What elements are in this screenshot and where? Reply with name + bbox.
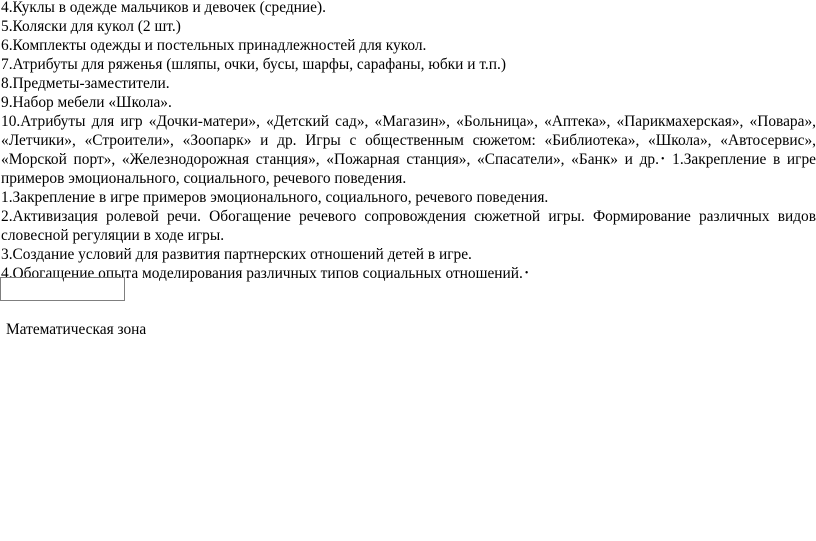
attributes-text: 10.Атрибуты для игр «Дочки-матери», «Детский сад», «Магазин», «Больница», «Аптека», «Парикмахерская», «Повара», «Летчики», «Строители», «Зоопарк» и др. Игры с общественным сюжетом: «Библиотека», «Школа», «Автосервис», «Морской порт», «Железнодорожная станция», «Пожарная станция», «Спасатели», «Банк» и др. xyxy=(1,113,816,168)
list-item: 8.Предметы-заместители. xyxy=(1,75,170,92)
bullet-icon: • xyxy=(524,268,529,279)
list-item: 5.Коляски для кукол (2 шт.) xyxy=(1,18,181,35)
goal-text: 4.Обогащение опыта моделирования различных типов социальных отношений. xyxy=(1,265,523,282)
list-item-attributes xyxy=(0,112,816,188)
empty-text-box[interactable] xyxy=(0,277,125,301)
list-item: 7.Атрибуты для ряженья (шляпы, очки, бусы, шарфы, сарафаны, юбки и т.п.) xyxy=(1,56,506,73)
bullet-icon: • xyxy=(660,154,665,165)
section-title: Математическая зона xyxy=(6,321,147,338)
list-item: 6.Комплекты одежды и постельных принадлежностей для кукол. xyxy=(1,37,427,54)
goal-item: 1.Закрепление в игре примеров эмоционального, социального, речевого поведения. xyxy=(1,189,549,206)
list-item: 4.Куклы в одежде мальчиков и девочек (средние). xyxy=(1,0,326,16)
attributes-tail-text: 1.Закрепление в игре примеров эмоционального, социального, речевого поведения. xyxy=(1,151,816,187)
list-item: 9.Набор мебели «Школа». xyxy=(1,94,172,111)
goal-item: 2.Активизация ролевой речи. Обогащение речевого сопровождения сюжетной игры. Формирование различных видов словесной регуляции в ходе игры. xyxy=(1,208,816,244)
goal-item: 3.Создание условий для развития партнерских отношений детей в игре. xyxy=(1,246,472,263)
